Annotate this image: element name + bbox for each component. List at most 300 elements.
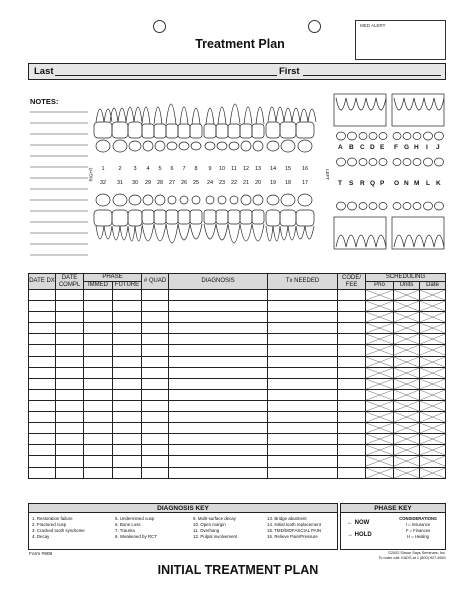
- phase-future-cell[interactable]: [113, 301, 142, 312]
- treatment-table: [28, 273, 446, 479]
- quad-cell[interactable]: [142, 367, 169, 378]
- tooth-number: 19: [269, 180, 277, 186]
- tooth-number: 24: [206, 180, 214, 186]
- cross-mark: [420, 423, 445, 433]
- diagnosis-cell[interactable]: [169, 345, 268, 356]
- tooth-number: 13: [254, 166, 262, 172]
- cross-mark: [366, 334, 393, 344]
- date-compl-cell[interactable]: [56, 412, 84, 423]
- phase-immed-cell[interactable]: [84, 323, 113, 334]
- phase-future-cell[interactable]: [113, 323, 142, 334]
- med-alert-box[interactable]: [355, 20, 446, 60]
- tooth-number: 7: [182, 166, 186, 172]
- prio-cell[interactable]: [366, 389, 394, 400]
- date-dx-cell[interactable]: [29, 412, 56, 423]
- date-cell[interactable]: [420, 345, 446, 356]
- code-fee-cell[interactable]: [338, 400, 366, 411]
- phase-immed-cell[interactable]: [84, 400, 113, 411]
- tooth-number: 20: [254, 180, 262, 186]
- code-fee-cell[interactable]: [338, 367, 366, 378]
- consideration-item: F = Finances: [405, 528, 431, 533]
- date-cell[interactable]: [420, 378, 446, 389]
- diagnosis-cell[interactable]: [169, 423, 268, 434]
- units-cell[interactable]: [394, 367, 420, 378]
- cross-mark: [420, 357, 445, 367]
- diagnosis-cell[interactable]: [169, 389, 268, 400]
- primary-letter: G: [404, 144, 410, 151]
- tx-needed-cell[interactable]: [268, 312, 338, 323]
- date-compl-cell[interactable]: [56, 434, 84, 445]
- date-dx-cell[interactable]: [29, 445, 56, 456]
- phase-immed-cell[interactable]: [84, 312, 113, 323]
- phase-future-cell[interactable]: [113, 400, 142, 411]
- date-cell[interactable]: [420, 290, 446, 301]
- prio-cell[interactable]: [366, 445, 394, 456]
- adult-tooth-chart[interactable]: [90, 92, 330, 260]
- cross-mark: [366, 468, 393, 478]
- cross-mark: [366, 423, 393, 433]
- tx-needed-cell[interactable]: [268, 434, 338, 445]
- units-cell[interactable]: [394, 467, 420, 478]
- tx-needed-cell[interactable]: [268, 323, 338, 334]
- cross-mark: [366, 357, 393, 367]
- diagnosis-cell[interactable]: [169, 456, 268, 467]
- tx-needed-cell[interactable]: [268, 290, 338, 301]
- primary-letter: J: [436, 144, 440, 151]
- cross-mark: [394, 456, 419, 466]
- cross-mark: [394, 334, 419, 344]
- prio-cell[interactable]: [366, 312, 394, 323]
- quad-cell[interactable]: [142, 301, 169, 312]
- code-fee-cell[interactable]: [338, 378, 366, 389]
- code-fee-cell[interactable]: [338, 312, 366, 323]
- phase-now-row: [347, 520, 369, 526]
- prio-cell[interactable]: [366, 290, 394, 301]
- quad-cell[interactable]: [142, 356, 169, 367]
- header-diagnosis: DIAGNOSIS: [169, 274, 268, 290]
- diagnosis-cell[interactable]: [169, 434, 268, 445]
- date-compl-cell[interactable]: [56, 334, 84, 345]
- prio-cell[interactable]: [366, 423, 394, 434]
- header-date-compl: DATE COMPL: [56, 274, 84, 290]
- date-compl-cell[interactable]: [56, 301, 84, 312]
- phase-immed-cell[interactable]: [84, 301, 113, 312]
- cross-mark: [420, 301, 445, 311]
- notes-lines[interactable]: [30, 108, 88, 258]
- code-fee-cell[interactable]: [338, 356, 366, 367]
- code-fee-cell[interactable]: [338, 389, 366, 400]
- phase-future-cell[interactable]: [113, 412, 142, 423]
- diagnosis-cell[interactable]: [169, 445, 268, 456]
- tx-needed-cell[interactable]: [268, 423, 338, 434]
- last-name-field[interactable]: [55, 75, 277, 76]
- phase-future-cell[interactable]: [113, 345, 142, 356]
- code-fee-cell[interactable]: [338, 434, 366, 445]
- primary-letter: E: [380, 144, 385, 151]
- units-cell[interactable]: [394, 389, 420, 400]
- date-compl-cell[interactable]: [56, 345, 84, 356]
- units-cell[interactable]: [394, 423, 420, 434]
- quad-cell[interactable]: [142, 290, 169, 301]
- units-cell[interactable]: [394, 445, 420, 456]
- tx-needed-cell[interactable]: [268, 467, 338, 478]
- quad-cell[interactable]: [142, 389, 169, 400]
- date-cell[interactable]: [420, 367, 446, 378]
- cross-mark: [366, 456, 393, 466]
- date-compl-cell[interactable]: [56, 423, 84, 434]
- phase-immed-cell[interactable]: [84, 434, 113, 445]
- tooth-number: 28: [156, 180, 164, 186]
- tooth-number: 8: [194, 166, 198, 172]
- diagnosis-key-item: 1. Restoration failure: [32, 516, 73, 521]
- diagnosis-key-item: 9. Multi-surface decay: [193, 516, 236, 521]
- date-dx-cell[interactable]: [29, 323, 56, 334]
- phase-immed-cell[interactable]: [84, 367, 113, 378]
- code-fee-cell[interactable]: [338, 290, 366, 301]
- header-date-dx: DATE DX: [29, 274, 56, 290]
- date-dx-cell[interactable]: [29, 345, 56, 356]
- phase-key-title: PHASE KEY: [341, 504, 445, 513]
- tooth-number: 29: [144, 180, 152, 186]
- cross-mark: [366, 401, 393, 411]
- tooth-number: 26: [180, 180, 188, 186]
- phase-immed-cell[interactable]: [84, 290, 113, 301]
- date-cell[interactable]: [420, 423, 446, 434]
- prio-cell[interactable]: [366, 367, 394, 378]
- diagnosis-key-col2: [115, 516, 157, 540]
- prio-cell[interactable]: [366, 301, 394, 312]
- quad-cell[interactable]: [142, 423, 169, 434]
- date-cell[interactable]: [420, 456, 446, 467]
- cross-mark: [394, 423, 419, 433]
- date-dx-cell[interactable]: [29, 467, 56, 478]
- tooth-number: 3: [133, 166, 137, 172]
- prio-cell[interactable]: [366, 334, 394, 345]
- quad-cell[interactable]: [142, 312, 169, 323]
- quad-cell[interactable]: [142, 456, 169, 467]
- tooth-number: 22: [230, 180, 238, 186]
- date-cell[interactable]: [420, 356, 446, 367]
- diagnosis-key-item: 13. Bridge abutment: [267, 516, 307, 521]
- diagnosis-key-item: 5. Undermined cusp: [115, 516, 155, 521]
- diagnosis-key-item: 12. Pulpal involvement: [193, 534, 238, 539]
- phase-immed-cell[interactable]: [84, 345, 113, 356]
- phase-immed-cell[interactable]: [84, 334, 113, 345]
- cross-mark: [420, 412, 445, 422]
- notes-lines-graphic: [30, 108, 88, 258]
- left-side-label: LEFT: [325, 168, 331, 181]
- header-units: Units: [394, 282, 420, 290]
- prio-cell[interactable]: [366, 378, 394, 389]
- primary-letter: D: [370, 144, 375, 151]
- units-cell[interactable]: [394, 400, 420, 411]
- prio-cell[interactable]: [366, 345, 394, 356]
- date-cell[interactable]: [420, 434, 446, 445]
- phase-future-cell[interactable]: [113, 456, 142, 467]
- code-fee-cell[interactable]: [338, 445, 366, 456]
- tooth-number: 9: [208, 166, 212, 172]
- tooth-number: 10: [218, 166, 226, 172]
- date-dx-cell[interactable]: [29, 389, 56, 400]
- cross-mark: [394, 401, 419, 411]
- date-compl-cell[interactable]: [56, 389, 84, 400]
- date-cell[interactable]: [420, 445, 446, 456]
- date-cell[interactable]: [420, 334, 446, 345]
- notes-label: NOTES:: [30, 97, 59, 106]
- first-name-field[interactable]: [303, 75, 441, 76]
- date-dx-cell[interactable]: [29, 312, 56, 323]
- code-fee-cell[interactable]: [338, 467, 366, 478]
- code-fee-cell[interactable]: [338, 456, 366, 467]
- units-cell[interactable]: [394, 334, 420, 345]
- prio-cell[interactable]: [366, 400, 394, 411]
- cross-mark: [420, 456, 445, 466]
- phase-now-label: NOW: [354, 520, 370, 526]
- tooth-number: 6: [170, 166, 174, 172]
- date-compl-cell[interactable]: [56, 467, 84, 478]
- quad-cell[interactable]: [142, 412, 169, 423]
- date-cell[interactable]: [420, 323, 446, 334]
- date-dx-cell[interactable]: [29, 456, 56, 467]
- diagnosis-cell[interactable]: [169, 367, 268, 378]
- date-dx-cell[interactable]: [29, 400, 56, 411]
- tx-needed-cell[interactable]: [268, 334, 338, 345]
- tx-needed-cell[interactable]: [268, 389, 338, 400]
- copyright-line: ©2002 Simon Says Seminars, Inc.: [388, 551, 446, 555]
- date-compl-cell[interactable]: [56, 290, 84, 301]
- tooth-number: 4: [146, 166, 150, 172]
- cross-mark: [420, 345, 445, 355]
- table-row: [29, 400, 446, 411]
- tooth-number: 23: [218, 180, 226, 186]
- table-row: [29, 301, 446, 312]
- prio-cell[interactable]: [366, 456, 394, 467]
- cross-mark: [394, 379, 419, 389]
- diagnosis-key-item: 10. Open margin: [193, 522, 226, 527]
- units-cell[interactable]: [394, 434, 420, 445]
- first-label: First: [279, 66, 300, 77]
- primary-letter: L: [426, 180, 430, 187]
- date-dx-cell[interactable]: [29, 334, 56, 345]
- quad-cell[interactable]: [142, 345, 169, 356]
- phase-future-cell[interactable]: [113, 434, 142, 445]
- diagnosis-cell[interactable]: [169, 301, 268, 312]
- date-compl-cell[interactable]: [56, 312, 84, 323]
- primary-letter: T: [338, 180, 342, 187]
- header-phase-future: FUTURE: [113, 282, 142, 290]
- cross-mark: [366, 434, 393, 444]
- phase-future-cell[interactable]: [113, 356, 142, 367]
- date-cell[interactable]: [420, 412, 446, 423]
- tx-needed-cell[interactable]: [268, 445, 338, 456]
- diagnosis-cell[interactable]: [169, 312, 268, 323]
- table-row: [29, 412, 446, 423]
- date-dx-cell[interactable]: [29, 290, 56, 301]
- prio-cell[interactable]: [366, 412, 394, 423]
- date-cell[interactable]: [420, 389, 446, 400]
- phase-future-cell[interactable]: [113, 334, 142, 345]
- code-fee-cell[interactable]: [338, 345, 366, 356]
- cross-mark: [366, 412, 393, 422]
- name-bar: [28, 63, 446, 80]
- header-phase: PHASE: [84, 274, 142, 282]
- diagnosis-key-col3: [193, 516, 237, 540]
- cross-mark: [394, 390, 419, 400]
- units-cell[interactable]: [394, 301, 420, 312]
- quad-cell[interactable]: [142, 323, 169, 334]
- phase-immed-cell[interactable]: [84, 445, 113, 456]
- quad-cell[interactable]: [142, 334, 169, 345]
- phase-future-cell[interactable]: [113, 423, 142, 434]
- units-cell[interactable]: [394, 412, 420, 423]
- primary-letter: O: [394, 180, 400, 187]
- cross-mark: [394, 345, 419, 355]
- cross-mark: [420, 334, 445, 344]
- date-compl-cell[interactable]: [56, 456, 84, 467]
- date-dx-cell[interactable]: [29, 301, 56, 312]
- diagnosis-cell[interactable]: [169, 290, 268, 301]
- tx-needed-cell[interactable]: [268, 412, 338, 423]
- diagnosis-cell[interactable]: [169, 412, 268, 423]
- quad-cell[interactable]: [142, 400, 169, 411]
- phase-future-cell[interactable]: [113, 389, 142, 400]
- phase-future-cell[interactable]: [113, 378, 142, 389]
- cross-mark: [420, 379, 445, 389]
- code-fee-cell[interactable]: [338, 423, 366, 434]
- date-compl-cell[interactable]: [56, 367, 84, 378]
- tx-needed-cell[interactable]: [268, 367, 338, 378]
- tx-needed-cell[interactable]: [268, 400, 338, 411]
- cross-mark: [420, 434, 445, 444]
- phase-future-cell[interactable]: [113, 367, 142, 378]
- code-fee-cell[interactable]: [338, 323, 366, 334]
- phase-immed-cell[interactable]: [84, 423, 113, 434]
- date-cell[interactable]: [420, 400, 446, 411]
- diagnosis-key-item: 8. Weakened by RCT: [115, 534, 157, 539]
- header-tx-needed: Tx NEEDED: [268, 274, 338, 290]
- code-fee-cell[interactable]: [338, 412, 366, 423]
- tooth-number: 2: [118, 166, 122, 172]
- med-alert-label: MED ALERT: [360, 23, 386, 28]
- quad-cell[interactable]: [142, 434, 169, 445]
- date-compl-cell[interactable]: [56, 445, 84, 456]
- table-row: [29, 389, 446, 400]
- quad-cell[interactable]: [142, 378, 169, 389]
- considerations-title: CONSIDERATIONS: [399, 516, 437, 521]
- primary-tooth-chart[interactable]: [332, 92, 446, 260]
- phase-immed-cell[interactable]: [84, 356, 113, 367]
- units-cell[interactable]: [394, 345, 420, 356]
- date-compl-cell[interactable]: [56, 323, 84, 334]
- prio-cell[interactable]: [366, 467, 394, 478]
- primary-letter: K: [436, 180, 441, 187]
- date-cell[interactable]: [420, 301, 446, 312]
- diagnosis-key-col1: [32, 516, 85, 540]
- diagnosis-key-item: 11. Overhang: [193, 528, 220, 533]
- date-dx-cell[interactable]: [29, 378, 56, 389]
- phase-immed-cell[interactable]: [84, 467, 113, 478]
- tooth-number: 12: [242, 166, 250, 172]
- cross-mark: [420, 312, 445, 322]
- cross-mark: [366, 290, 393, 300]
- table-row: [29, 456, 446, 467]
- table-row: [29, 467, 446, 478]
- quad-cell[interactable]: [142, 467, 169, 478]
- header-quad: # QUAD: [142, 274, 169, 290]
- primary-teeth-drawing: [332, 92, 446, 260]
- date-compl-cell[interactable]: [56, 356, 84, 367]
- date-cell[interactable]: [420, 312, 446, 323]
- diagnosis-cell[interactable]: [169, 378, 268, 389]
- units-cell[interactable]: [394, 312, 420, 323]
- phase-future-cell[interactable]: [113, 290, 142, 301]
- phase-immed-cell[interactable]: [84, 456, 113, 467]
- diagnosis-cell[interactable]: [169, 356, 268, 367]
- tooth-number: 18: [284, 180, 292, 186]
- table-row: [29, 423, 446, 434]
- phase-future-cell[interactable]: [113, 467, 142, 478]
- tx-needed-cell[interactable]: [268, 356, 338, 367]
- treatment-table-body: [29, 290, 446, 479]
- date-dx-cell[interactable]: [29, 423, 56, 434]
- prio-cell[interactable]: [366, 323, 394, 334]
- code-fee-cell[interactable]: [338, 301, 366, 312]
- prio-cell[interactable]: [366, 434, 394, 445]
- cross-mark: [366, 323, 393, 333]
- tx-needed-cell[interactable]: [268, 345, 338, 356]
- table-row: [29, 378, 446, 389]
- primary-letter: S: [349, 180, 354, 187]
- phase-immed-cell[interactable]: [84, 412, 113, 423]
- tooth-number: 31: [116, 180, 124, 186]
- tx-needed-cell[interactable]: [268, 301, 338, 312]
- diagnosis-cell[interactable]: [169, 334, 268, 345]
- units-cell[interactable]: [394, 456, 420, 467]
- date-compl-cell[interactable]: [56, 400, 84, 411]
- phase-future-cell[interactable]: [113, 312, 142, 323]
- tx-needed-cell[interactable]: [268, 378, 338, 389]
- diagnosis-cell[interactable]: [169, 400, 268, 411]
- units-cell[interactable]: [394, 323, 420, 334]
- units-cell[interactable]: [394, 290, 420, 301]
- phase-hold-row: [347, 532, 372, 538]
- primary-letter: C: [360, 144, 365, 151]
- phase-immed-cell[interactable]: [84, 389, 113, 400]
- phase-future-cell[interactable]: [113, 445, 142, 456]
- prio-cell[interactable]: [366, 356, 394, 367]
- date-dx-cell[interactable]: [29, 434, 56, 445]
- primary-letter: R: [360, 180, 365, 187]
- date-dx-cell[interactable]: [29, 356, 56, 367]
- cross-mark: [394, 434, 419, 444]
- units-cell[interactable]: [394, 356, 420, 367]
- units-cell[interactable]: [394, 378, 420, 389]
- date-cell[interactable]: [420, 467, 446, 478]
- quad-cell[interactable]: [142, 445, 169, 456]
- order-line: To order call: KADS at 1 (800) 927-6501: [378, 556, 446, 560]
- diagnosis-cell[interactable]: [169, 323, 268, 334]
- date-dx-cell[interactable]: [29, 367, 56, 378]
- phase-immed-cell[interactable]: [84, 378, 113, 389]
- code-fee-cell[interactable]: [338, 334, 366, 345]
- cross-mark: [420, 368, 445, 378]
- table-row: [29, 367, 446, 378]
- tx-needed-cell[interactable]: [268, 456, 338, 467]
- cross-mark: [366, 390, 393, 400]
- date-compl-cell[interactable]: [56, 378, 84, 389]
- tooth-number: 27: [168, 180, 176, 186]
- diagnosis-cell[interactable]: [169, 467, 268, 478]
